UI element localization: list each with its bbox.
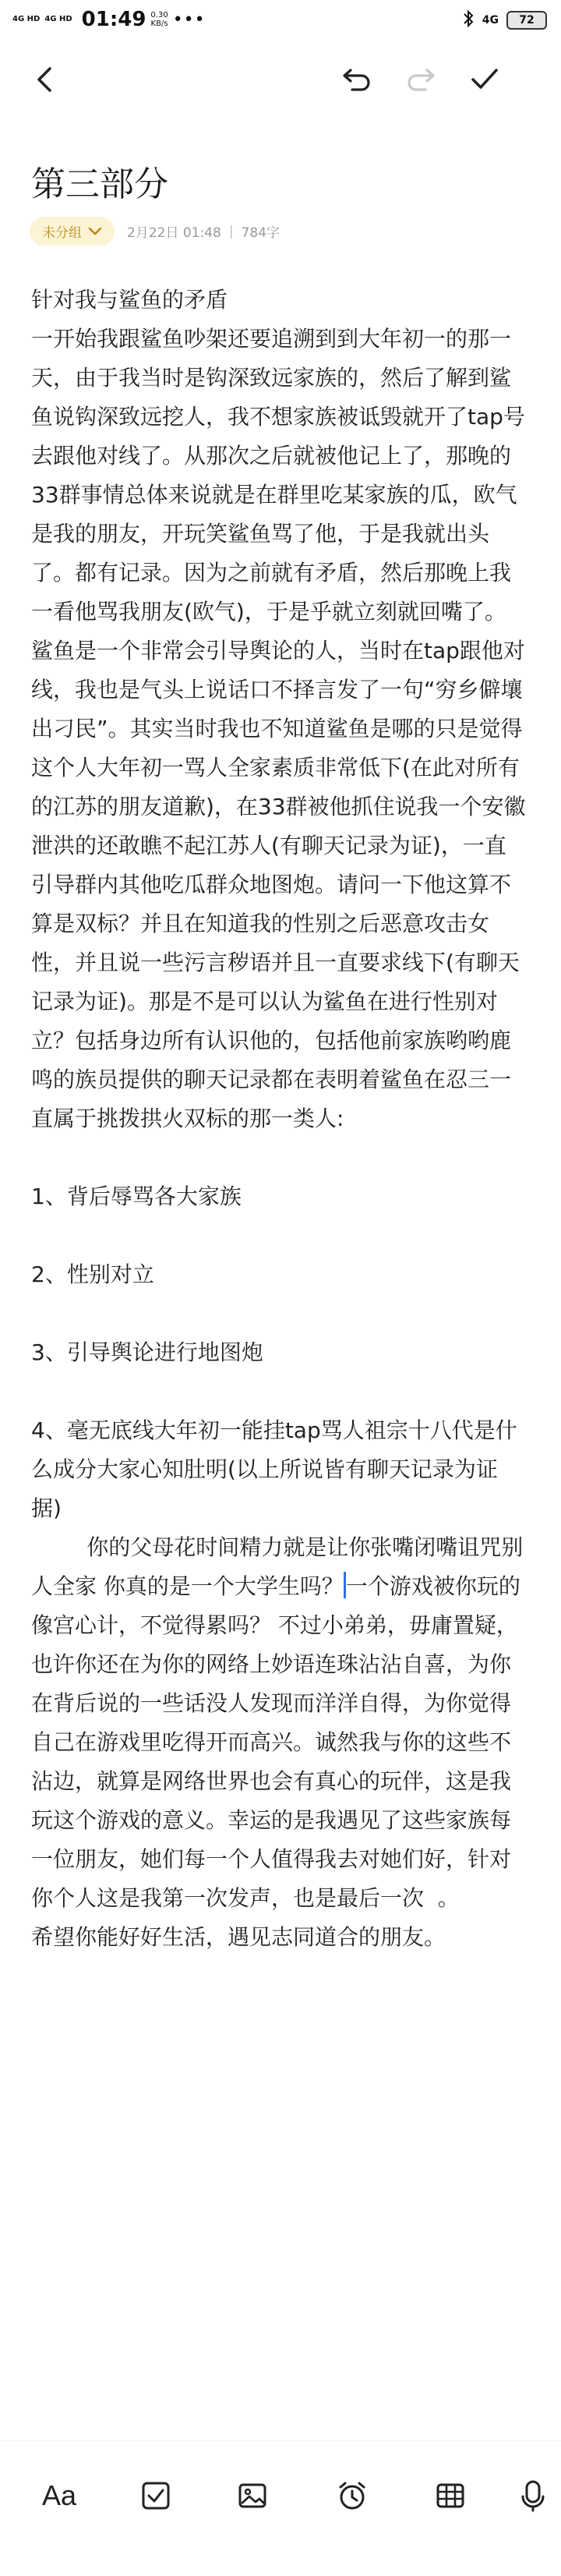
format-label: Aa [41, 2479, 77, 2511]
back-button[interactable] [23, 58, 67, 101]
more-notifications-icon: ••• [172, 9, 206, 30]
back-arrow-icon [34, 65, 56, 94]
undo-icon [341, 65, 372, 94]
clock: 01:49 [81, 8, 146, 31]
network-speed [150, 11, 168, 28]
checklist-button[interactable] [131, 2471, 181, 2521]
table-icon [435, 2480, 466, 2511]
insert-table-button[interactable] [425, 2471, 475, 2521]
network-type: 4G [482, 14, 499, 27]
word-count: 784字 [241, 225, 280, 241]
reminder-button[interactable] [327, 2471, 377, 2521]
note-body[interactable] [31, 281, 527, 1957]
note-meta [30, 217, 280, 246]
checkbox-icon [140, 2480, 171, 2511]
chevron-down-icon [88, 227, 102, 236]
undo-button[interactable] [335, 58, 379, 101]
editor-toolbar [0, 51, 561, 108]
checkmark-icon [469, 65, 500, 94]
speed-value: 0.30 [150, 11, 168, 19]
status-bar [0, 0, 561, 44]
battery-icon: 72 [506, 11, 547, 30]
insert-image-button[interactable] [228, 2471, 277, 2521]
category-selector[interactable] [30, 217, 115, 246]
voice-input-button[interactable] [508, 2471, 558, 2521]
redo-icon [405, 65, 436, 94]
redo-button[interactable] [399, 58, 443, 101]
signal-icon-2: 4G HD [44, 15, 72, 23]
signal-icon: 4G HD [12, 15, 41, 23]
note-title[interactable]: 第三部分 [31, 165, 168, 204]
bluetooth-icon [462, 9, 475, 31]
body-text-before-cursor: 针对我与鲨鱼的矛盾 一开始我跟鲨鱼吵架还要追溯到到大年初一的那一天，由于我当时是钩深致远家族的，然后了解到鲨鱼说钩深致远挖人，我不想家族被诋毁就开了tap号去跟他对线了。从那次之后就被他记上了，那晚的33群事情总体来说就是在群里吃某家族的瓜，欧气是我的朋友，开玩笑鲨鱼骂了他，于是我就出头了。都有记录。因为之前就有矛盾，然后那晚上我一看他骂我朋友(欧气)，于是乎就立刻就回嘴了。鲨鱼是一个非常会引导舆论的人，当时在tap跟他对线，我也是气头上说话口不择言发了一句“穷乡僻壤出刁民”。其实当时我也不知道鲨鱼是哪的只是觉得这个人大年初一骂人全家素质非常低下(在此对所有的江苏的朋友道歉)，在33群被他抓住说我一个安徽泄洪的还敢瞧不起江苏人(有聊天记录为证)，一直引导群内其他吃瓜群众地图炮。请问一下他这算不算是双标？并且在知道我的性别之后恶意攻击女性，并且说一些污言秽语并且一直要求线下(有聊天记录为证)。那是不是可以认为鲨鱼在进行性别对立？包括身边所有认识他的，包括他前家族哟哟鹿鸣的族员提供的聊天记录都在表明着鲨鱼在忍三一直属于挑拨拱火双标的那一类人: 1、背后辱骂各大家族 2、性别对立 3、引导舆论进行地图炮 4、毫无底线大年初一能挂tap骂人祖宗十八代是什么成分大家心知肚明(以上所说皆有聊天记录为证据) 你的父母花时间精力就是让你张嘴闭嘴诅咒别人全家 你真的是一个大学生吗？ [31, 287, 526, 1599]
category-label: 未分组 [42, 225, 82, 241]
bottom-toolbar [0, 2440, 561, 2576]
microphone-icon [520, 2479, 546, 2512]
status-left [12, 8, 206, 31]
alarm-clock-icon [336, 2479, 369, 2512]
note-info [127, 221, 280, 241]
note-date: 2月22日 01:48 [127, 225, 221, 241]
format-button[interactable] [34, 2471, 84, 2521]
meta-separator: | [228, 223, 234, 239]
image-icon [237, 2480, 268, 2511]
status-right [462, 9, 547, 31]
done-button[interactable] [463, 58, 506, 101]
body-text-after-cursor: 一个游戏被你玩的像宫心计，不觉得累吗？ 不过小弟弟，毋庸置疑，也许你还在为你的网络上妙语连珠沾沾自喜，为你在背后说的一些话没人发现而洋洋自得，为你觉得自己在游戏里吃得开而高兴。诚然我与你的这些不沾边，就算是网络世界也会有真心的玩伴，这是我玩这个游戏的意义。幸运的是我遇见了这些家族每一位朋友，她们每一个人值得我去对她们好，针对你个人这是我第一次发声，也是最后一次 。 希望你能好好生活，遇见志同道合的朋友。 [31, 1573, 520, 1950]
speed-unit: KB/s [150, 19, 168, 28]
